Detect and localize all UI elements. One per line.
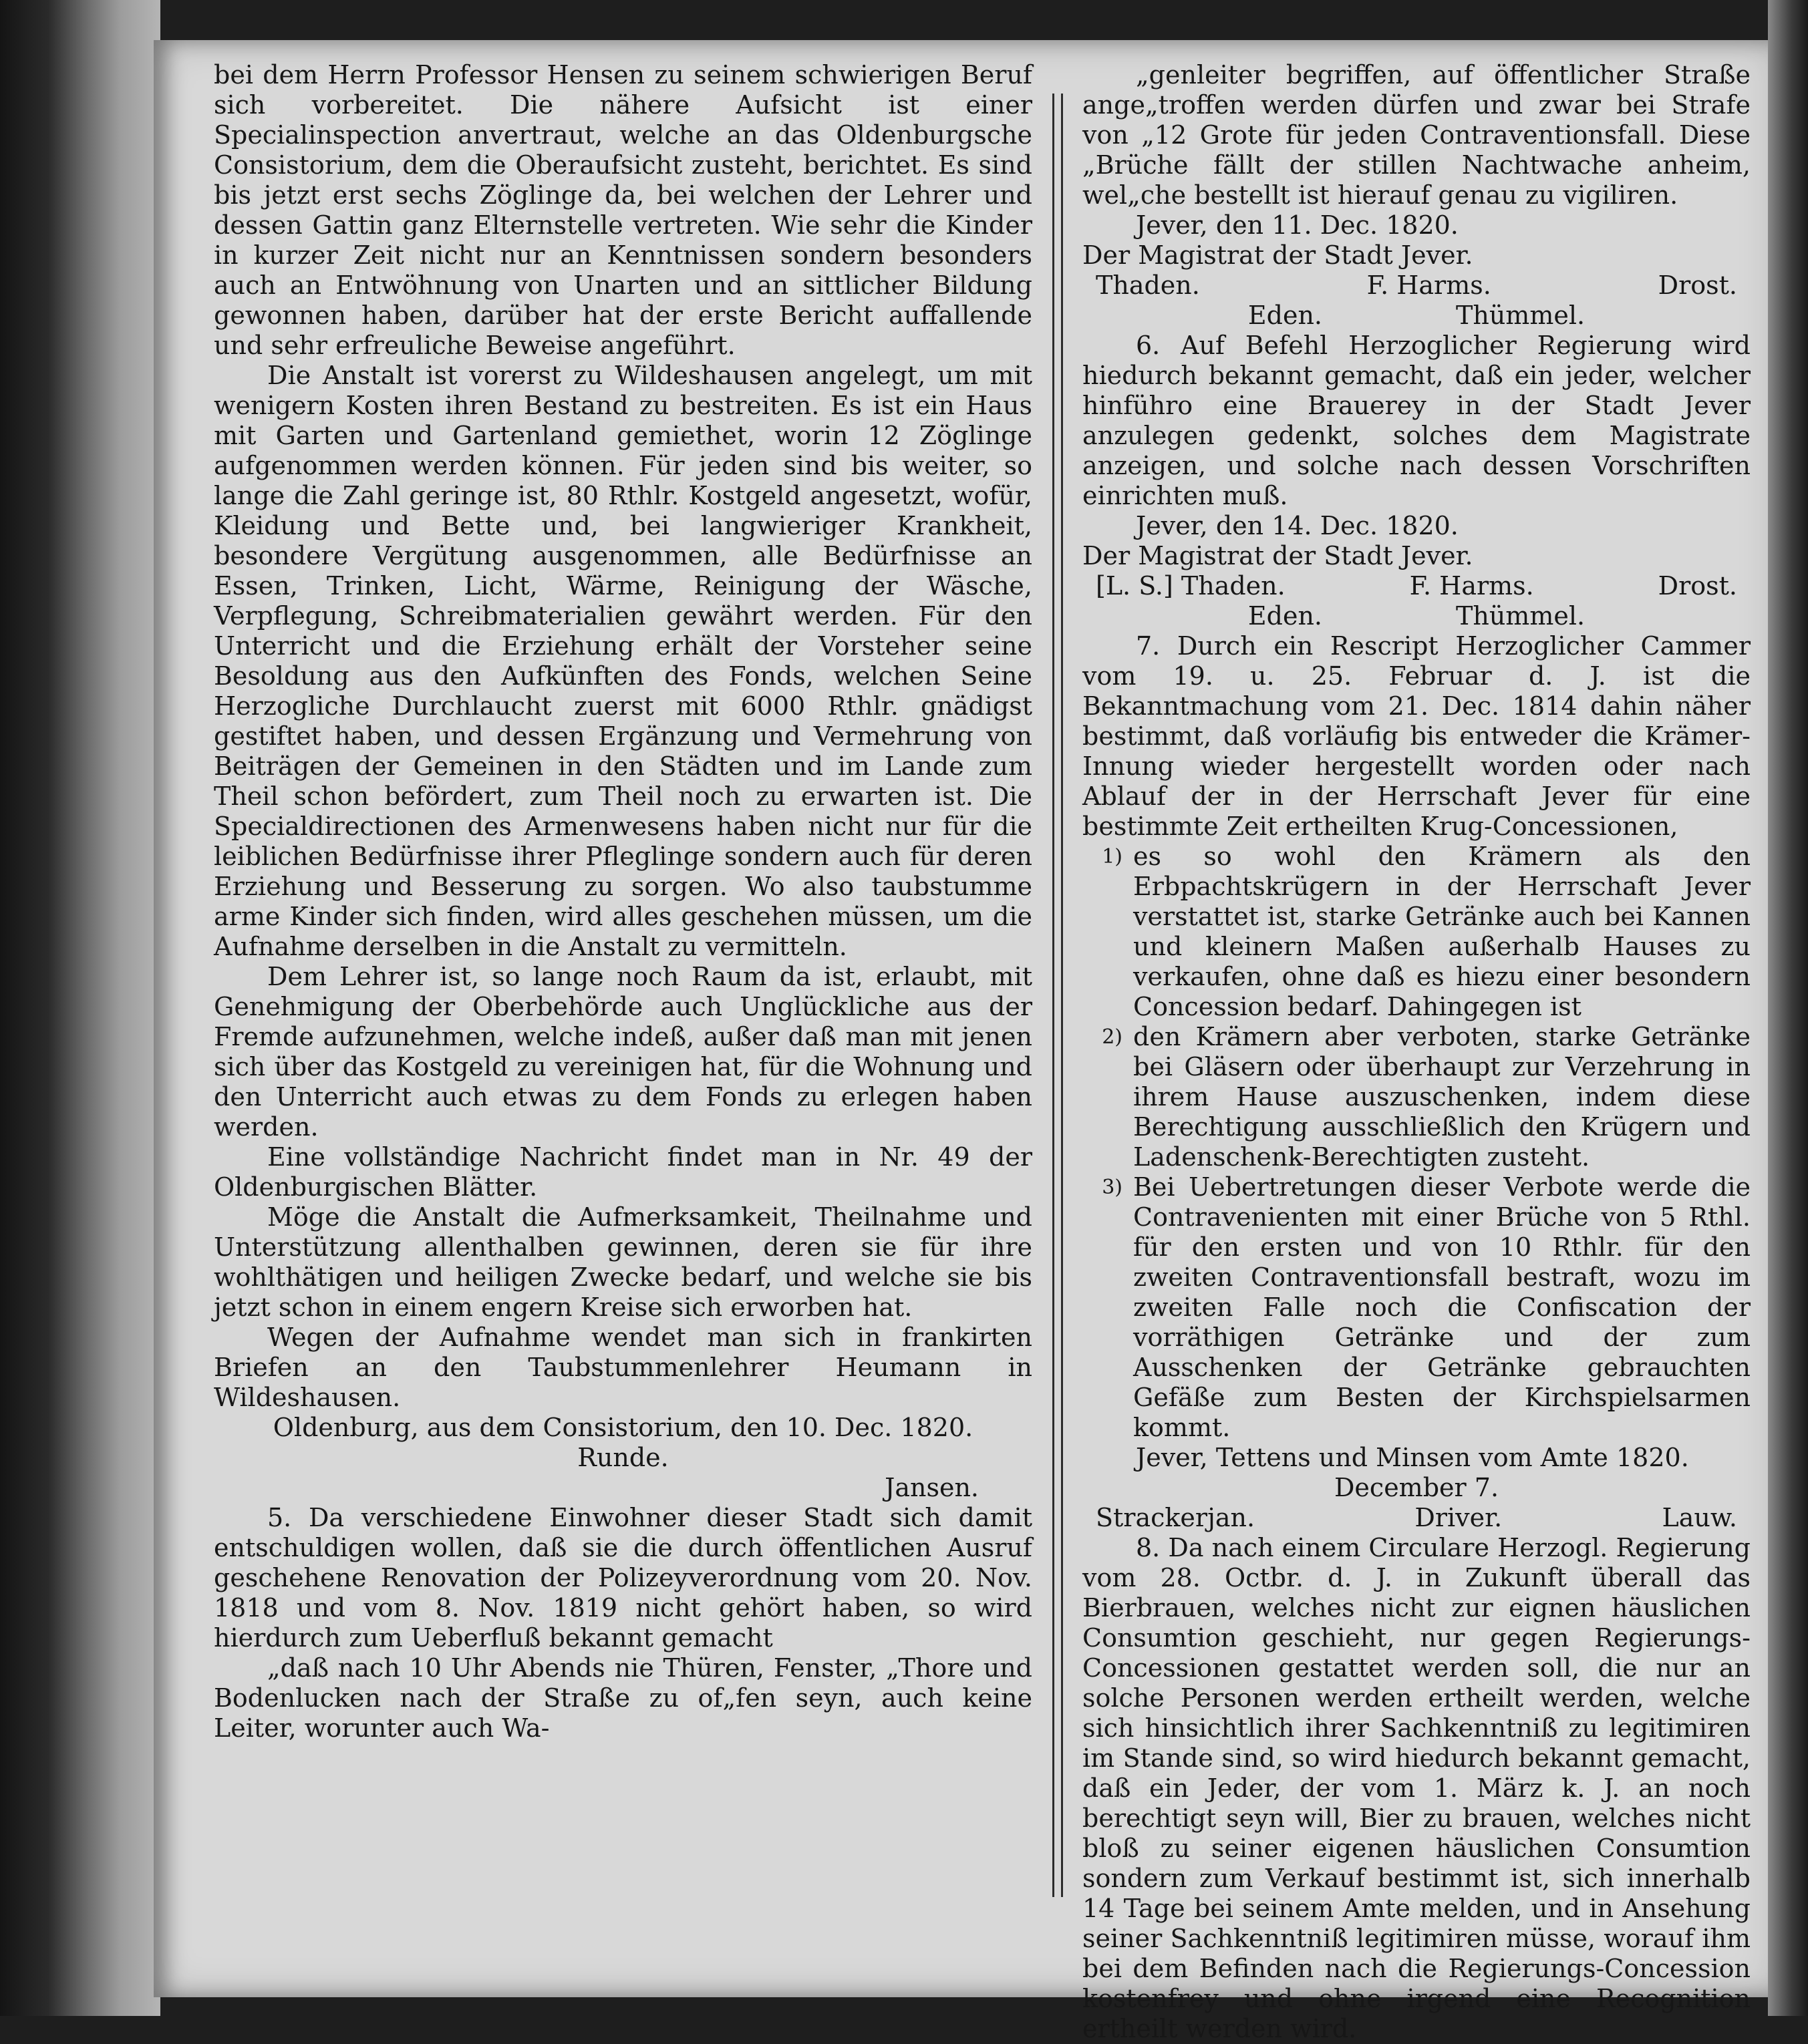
- signature: F. Harms.: [1409, 571, 1534, 601]
- signature-row: [1082, 571, 1751, 601]
- signature: Drost.: [1658, 271, 1737, 300]
- paragraph: Möge die Anstalt die Aufmerksamkeit, Theilnahme und Unterstützung allenthalben gewinnen, deren sie für ihre wohlthätigen und heiligen Zwecke bedarf, und welche sie bis jetzt schon in einem engern Kreise sich erworben hat.: [214, 1202, 1032, 1322]
- signature-row: [1082, 271, 1751, 301]
- signature: Strackerjan.: [1096, 1503, 1255, 1532]
- list-item-number: 2): [1102, 1025, 1122, 1049]
- signature: Drost.: [1658, 571, 1737, 601]
- place-date-line: Jever, den 14. Dec. 1820.: [1136, 511, 1459, 540]
- paragraph: 8. Da nach einem Circulare Herzogl. Regierung vom 28. Octbr. d. J. in Zukunft überall das Bierbrauen, welches nicht zur eignen häuslichen Consumtion geschieht, nur gegen Regierungs-Concessionen gestattet werden soll, die nur an solche Personen werden ertheilt werden, welche sich hinsichtlich ihrer Sachkenntniß zu legitimiren im Stande sind, so wird hiedurch bekannt gemacht, daß ein Jeder, der vom 1. März k. J. an noch berechtigt seyn will, Bier zu brauen, welches nicht bloß zu seiner eigenen häuslichen Consumtion sondern zum Verkauf bestimmt ist, sich innerhalb 14 Tage bei seinem Amte melden, und in Ansehung seiner Sachkenntniß legitimiren müsse, worauf ihm bei dem Befinden nach die Regierungs-Concession kostenfrey und ohne irgend eine Recognition ertheilt werden wird.: [1082, 1533, 1751, 2043]
- list-item-text: den Krämern aber verboten, starke Getränke bei Gläsern oder überhaupt zur Verzehrung in ihrem Hause auszuschenken, indem diese Berechtigung ausschließlich den Krügern und Ladenschenk-Berechtigten zusteht.: [1133, 1022, 1751, 1172]
- signature: [L. S.] Thaden.: [1096, 571, 1286, 601]
- right-column: [1082, 60, 1751, 2044]
- quoted-ordinance: „genleiter begriffen, auf öffentlicher Straße ange„troffen werden dürfen und zwar bei Strafe von „12 Grote für jeden Contraventionsfall. Diese „Brüche fällt der stillen Nachtwache anheim, wel„che bestellt ist hierauf genau zu vigiliren.: [1082, 60, 1751, 210]
- paragraph: Eine vollständige Nachricht findet man in Nr. 49 der Oldenburgischen Blätter.: [214, 1142, 1032, 1202]
- issuer-line: Der Magistrat der Stadt Jever.: [1082, 240, 1473, 270]
- signature: Eden.: [1247, 601, 1322, 631]
- signature-row: [1082, 601, 1751, 631]
- list-item-number: 3): [1102, 1176, 1122, 1199]
- quoted-ordinance: „daß nach 10 Uhr Abends nie Thüren, Fenster, „Thore und Bodenlucken nach der Straße zu of„fen seyn, auch keine Leiter, worunter auch Wa-: [214, 1653, 1032, 1743]
- place-date-line: Jever, Tettens und Minsen vom Amte 1820.: [1136, 1443, 1689, 1472]
- place-date-line: Jever, den 11. Dec. 1820.: [1136, 210, 1459, 240]
- list-item: [1082, 1022, 1751, 1172]
- facing-page-edge: [1768, 0, 1808, 2016]
- list-item: [1082, 1172, 1751, 1443]
- signature: Driver.: [1414, 1503, 1503, 1532]
- paragraph: bei dem Herrn Professor Hensen zu seinem schwierigen Beruf sich vorbereitet. Die nähere Aufsicht ist einer Specialinspection anvertraut, welche an das Oldenburgsche Consistorium, dem die Oberaufsicht zusteht, berichtet. Es sind bis jetzt erst sechs Zöglinge da, bei welchen der Lehrer und dessen Gattin ganz Elternstelle vertreten. Wie sehr die Kinder in kurzer Zeit nicht nur an Kenntnissen sondern besonders auch an Entwöhnung von Unarten und an sittlicher Bildung gewonnen haben, darüber hat der erste Bericht auffallende und sehr erfreuliche Beweise angeführt.: [214, 60, 1032, 360]
- signature: F. Harms.: [1366, 271, 1491, 300]
- place-date-line: Oldenburg, aus dem Consistorium, den 10. Dec. 1820.: [273, 1413, 973, 1442]
- paragraph: Die Anstalt ist vorerst zu Wildeshausen angelegt, um mit wenigern Kosten ihren Bestand zu bestreiten. Es ist ein Haus mit Garten und Gartenland gemiethet, worin 12 Zöglinge aufgenommen werden können. Für jeden sind bis weiter, so lange die Zahl geringe ist, 80 Rthlr. Kostgeld angesetzt, wofür, Kleidung und Bette und, bei langwieriger Krankheit, besondere Vergütung ausgenommen, alle Bedürfnisse an Essen, Trinken, Licht, Wärme, Reinigung der Wäsche, Verpflegung, Schreibmaterialien gewährt werden. Für den Unterricht und die Erziehung erhält der Vorsteher seine Besoldung aus den Aufkünften des Fonds, welchen Seine Herzogliche Durchlaucht zuerst mit 6000 Rthlr. gnädigst gestiftet haben, und dessen Ergänzung und Vermehrung von Beiträgen der Gemeinen in den Städten und im Lande zum Theil schon befördert, zum Theil noch zu erwarten ist. Die Specialdirectionen des Armenwesens haben nicht nur für die leiblichen Bedürfnisse ihrer Pfleglinge sondern auch für deren Erziehung und Besserung zu sorgen. Wo also taubstumme arme Kinder sich finden, wird alles geschehen müssen, um die Aufnahme derselben in die Anstalt zu vermitteln.: [214, 361, 1032, 961]
- book-page-edges: [0, 0, 160, 2016]
- column-divider: [1052, 94, 1063, 1897]
- signature: Thümmel.: [1456, 601, 1586, 631]
- signature: Runde.: [577, 1443, 669, 1472]
- paragraph: Dem Lehrer ist, so lange noch Raum da ist, erlaubt, mit Genehmigung der Oberbehörde auch Unglückliche aus der Fremde aufzunehmen, welche indeß, außer daß man mit jenen sich über das Kostgeld zu vereinigen hat, für die Wohnung und den Unterricht auch etwas zu dem Fonds zu erlegen haben werden.: [214, 962, 1032, 1142]
- list-item: [1082, 842, 1751, 1022]
- paragraph: 6. Auf Befehl Herzoglicher Regierung wird hiedurch bekannt gemacht, daß ein jeder, welcher hinführo eine Brauerey in der Stadt Jever anzulegen gedenkt, solches dem Magistrate anzeigen, und solche nach dessen Vorschriften einrichten muß.: [1082, 331, 1751, 510]
- signature: Eden.: [1247, 301, 1322, 330]
- date-line: December 7.: [1334, 1473, 1499, 1502]
- issuer-line: Der Magistrat der Stadt Jever.: [1082, 541, 1473, 570]
- list-item-text: es so wohl den Krämern als den Erbpachtskrügern in der Herrschaft Jever verstattet ist, starke Getränke auch bei Kannen und kleinern Maßen außerhalb Hauses zu verkaufen, ohne daß es hiezu einer besondern Concession bedarf. Dahingegen ist: [1133, 842, 1751, 1021]
- signature: Thümmel.: [1456, 301, 1586, 330]
- paragraph: 7. Durch ein Rescript Herzoglicher Cammer vom 19. u. 25. Februar d. J. ist die Bekanntmachung vom 21. Dec. 1814 dahin näher bestimmt, daß vorläufig bis entweder die Krämer-Innung wieder hergestellt worden oder nach Ablauf der in der Herrschaft Jever für eine bestimmte Zeit ertheilten Krug-Concessionen,: [1082, 631, 1751, 841]
- paragraph: 5. Da verschiedene Einwohner dieser Stadt sich damit entschuldigen wollen, daß sie die durch öffentlichen Ausruf geschehene Renovation der Polizeyverordnung vom 20. Nov. 1818 und vom 8. Nov. 1819 nicht gehört haben, so wird hierdurch zum Ueberfluß bekannt gemacht: [214, 1503, 1032, 1653]
- left-column: [214, 60, 1032, 1743]
- list-item-text: Bei Uebertretungen dieser Verbote werde die Contravenienten mit einer Brüche von 5 Rthl. für den ersten und von 10 Rthlr. für den zweiten Contraventionsfall bestraft, wozu im zweiten Falle noch die Confiscation der vorräthigen Getränke und der zum Ausschenken der Getränke gebrauchten Gefäße zum Besten der Kirchspielsarmen kommt.: [1133, 1172, 1751, 1442]
- list-item-number: 1): [1102, 845, 1122, 868]
- signature: Thaden.: [1096, 271, 1200, 300]
- signature: Jansen.: [885, 1473, 979, 1502]
- signature: Lauw.: [1662, 1503, 1737, 1532]
- paragraph: Wegen der Aufnahme wendet man sich in frankirten Briefen an den Taubstummenlehrer Heumann in Wildeshausen.: [214, 1323, 1032, 1412]
- signature-row: [1082, 1503, 1751, 1533]
- signature-row: [1082, 301, 1751, 331]
